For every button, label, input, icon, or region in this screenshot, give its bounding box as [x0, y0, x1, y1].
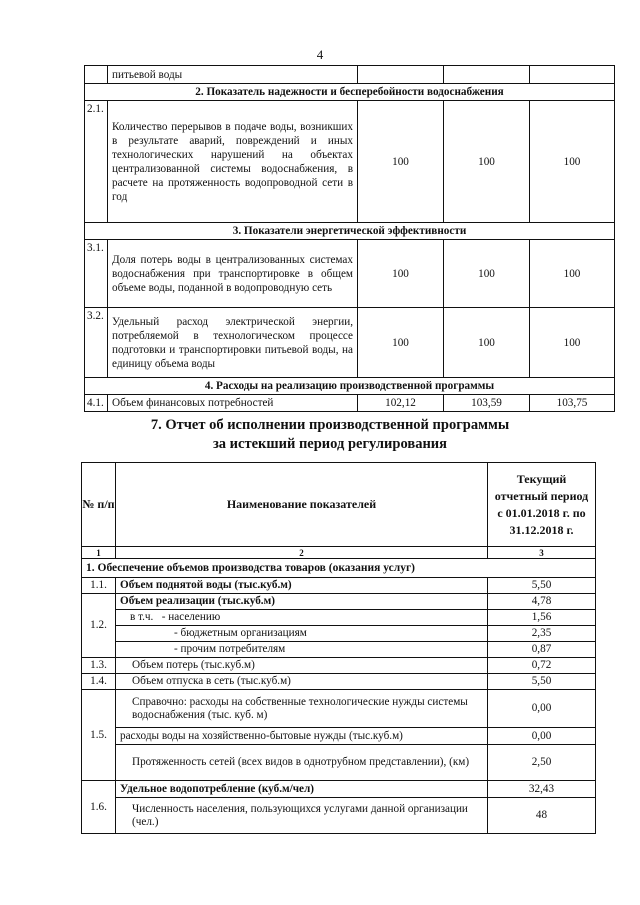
section-1-title: 1. Обеспечение объемов производства товаров (оказания услуг)	[82, 559, 596, 578]
table-row	[82, 578, 596, 594]
row-value: 103,59	[444, 395, 530, 412]
table-row	[82, 728, 596, 745]
column-number-1: 1	[82, 547, 116, 559]
row-number: 1.1.	[82, 578, 116, 594]
section-title: 3. Показатели энергетической эффективности	[85, 223, 615, 240]
row-value: 0,00	[488, 690, 596, 728]
column-number-3: 3	[488, 547, 596, 559]
row-value: 103,75	[530, 395, 615, 412]
row-value: 100	[530, 101, 615, 223]
row-value: 100	[358, 308, 444, 378]
table-row	[82, 798, 596, 834]
row-value: 48	[488, 798, 596, 834]
row-value: 2,50	[488, 745, 596, 781]
table-row	[82, 690, 596, 728]
section-title: 4. Расходы на реализацию производственной программы	[85, 378, 615, 395]
section-header	[85, 378, 615, 395]
row-value: 0,72	[488, 658, 596, 674]
row-number: 3.2.	[85, 308, 108, 378]
table-row	[85, 308, 615, 378]
table-row	[82, 642, 596, 658]
row-value: 2,35	[488, 626, 596, 642]
row-value: 100	[444, 308, 530, 378]
row-number: 2.1.	[85, 101, 108, 223]
section-7-title-line-2: за истекший период регулирования	[212, 436, 448, 452]
table-row	[82, 610, 596, 626]
row-value: 102,12	[358, 395, 444, 412]
table-row	[85, 240, 615, 308]
section-7-title-line-1: 7. Отчет об исполнении производственной программы	[150, 417, 510, 433]
row-name: Протяженность сетей (всех видов в однотрубном представлении), (км)	[116, 745, 488, 781]
table-row	[82, 745, 596, 781]
row-description: Количество перерывов в подаче воды, возникших в результате аварий, повреждений и иных технологических нарушений на объектах централизованной системы водоснабжения, в расчете на протяженность водопроводной сети в год	[108, 101, 358, 223]
row-value: 100	[358, 101, 444, 223]
row-value: 0,00	[488, 728, 596, 745]
row-name: - бюджетным организациям	[116, 626, 488, 642]
section-header	[85, 223, 615, 240]
row-name: Удельное водопотребление (куб.м/чел)	[116, 781, 488, 798]
row-number: 1.6.	[82, 781, 116, 834]
table-row	[82, 674, 596, 690]
row-value: 100	[444, 101, 530, 223]
row-name: Численность населения, пользующихся услугами данной организации (чел.)	[116, 798, 488, 834]
row-value: 5,50	[488, 578, 596, 594]
row-value: 4,78	[488, 594, 596, 610]
row-value: 100	[358, 240, 444, 308]
table-row	[82, 626, 596, 642]
table-row	[85, 66, 615, 84]
row-name: - прочим потребителям	[116, 642, 488, 658]
row-number: 3.1.	[85, 240, 108, 308]
table-row	[82, 594, 596, 610]
indicators-table	[84, 65, 615, 412]
section-header	[85, 84, 615, 101]
row-value: 100	[530, 308, 615, 378]
row-value	[530, 66, 615, 84]
row-description: Объем финансовых потребностей	[108, 395, 358, 412]
page-number: 4	[316, 47, 324, 62]
table-row	[82, 781, 596, 798]
row-prefix: в т.ч.	[130, 611, 154, 623]
row-value	[444, 66, 530, 84]
row-number: 1.2.	[82, 594, 116, 658]
section-title: 2. Показатель надежности и бесперебойности водоснабжения	[85, 84, 615, 101]
row-value: 0,87	[488, 642, 596, 658]
row-name: Объем поднятой воды (тыс.куб.м)	[116, 578, 488, 594]
header-indicator-name: Наименование показателей	[116, 463, 488, 547]
row-name: Объем отпуска в сеть (тыс.куб.м)	[116, 674, 488, 690]
row-value	[358, 66, 444, 84]
row-name: Справочно: расходы на собственные технологические нужды системы водоснабжения (тыс. куб. м)	[116, 690, 488, 728]
row-description: питьевой воды	[108, 66, 358, 84]
row-description: Доля потерь воды в централизованных системах водоснабжения при транспортировке в общем объеме воды, поданной в водопроводную сеть	[108, 240, 358, 308]
column-number-2: 2	[116, 547, 488, 559]
header-period: Текущий отчетный период с 01.01.2018 г. по 31.12.2018 г.	[488, 463, 596, 547]
header-number: № п/п	[82, 463, 116, 547]
row-value: 5,50	[488, 674, 596, 690]
row-name-text: - населению	[161, 611, 221, 623]
row-number: 1.4.	[82, 674, 116, 690]
row-number: 4.1.	[85, 395, 108, 412]
table-row	[85, 101, 615, 223]
row-number	[85, 66, 108, 84]
row-value: 32,43	[488, 781, 596, 798]
row-name	[116, 610, 488, 626]
row-value: 100	[444, 240, 530, 308]
row-name: Объем потерь (тыс.куб.м)	[116, 658, 488, 674]
table-row	[82, 658, 596, 674]
row-number: 1.3.	[82, 658, 116, 674]
row-value: 100	[530, 240, 615, 308]
table-row	[85, 395, 615, 412]
row-number: 1.5.	[82, 690, 116, 781]
row-name: расходы воды на хозяйственно-бытовые нужды (тыс.куб.м)	[116, 728, 488, 745]
row-name: Объем реализации (тыс.куб.м)	[116, 594, 488, 610]
row-value: 1,56	[488, 610, 596, 626]
program-report-table	[81, 462, 596, 834]
row-description: Удельный расход электрической энергии, потребляемой в технологическом процессе подготовки и транспортировки питьевой воды, на единицу объема воды	[108, 308, 358, 378]
